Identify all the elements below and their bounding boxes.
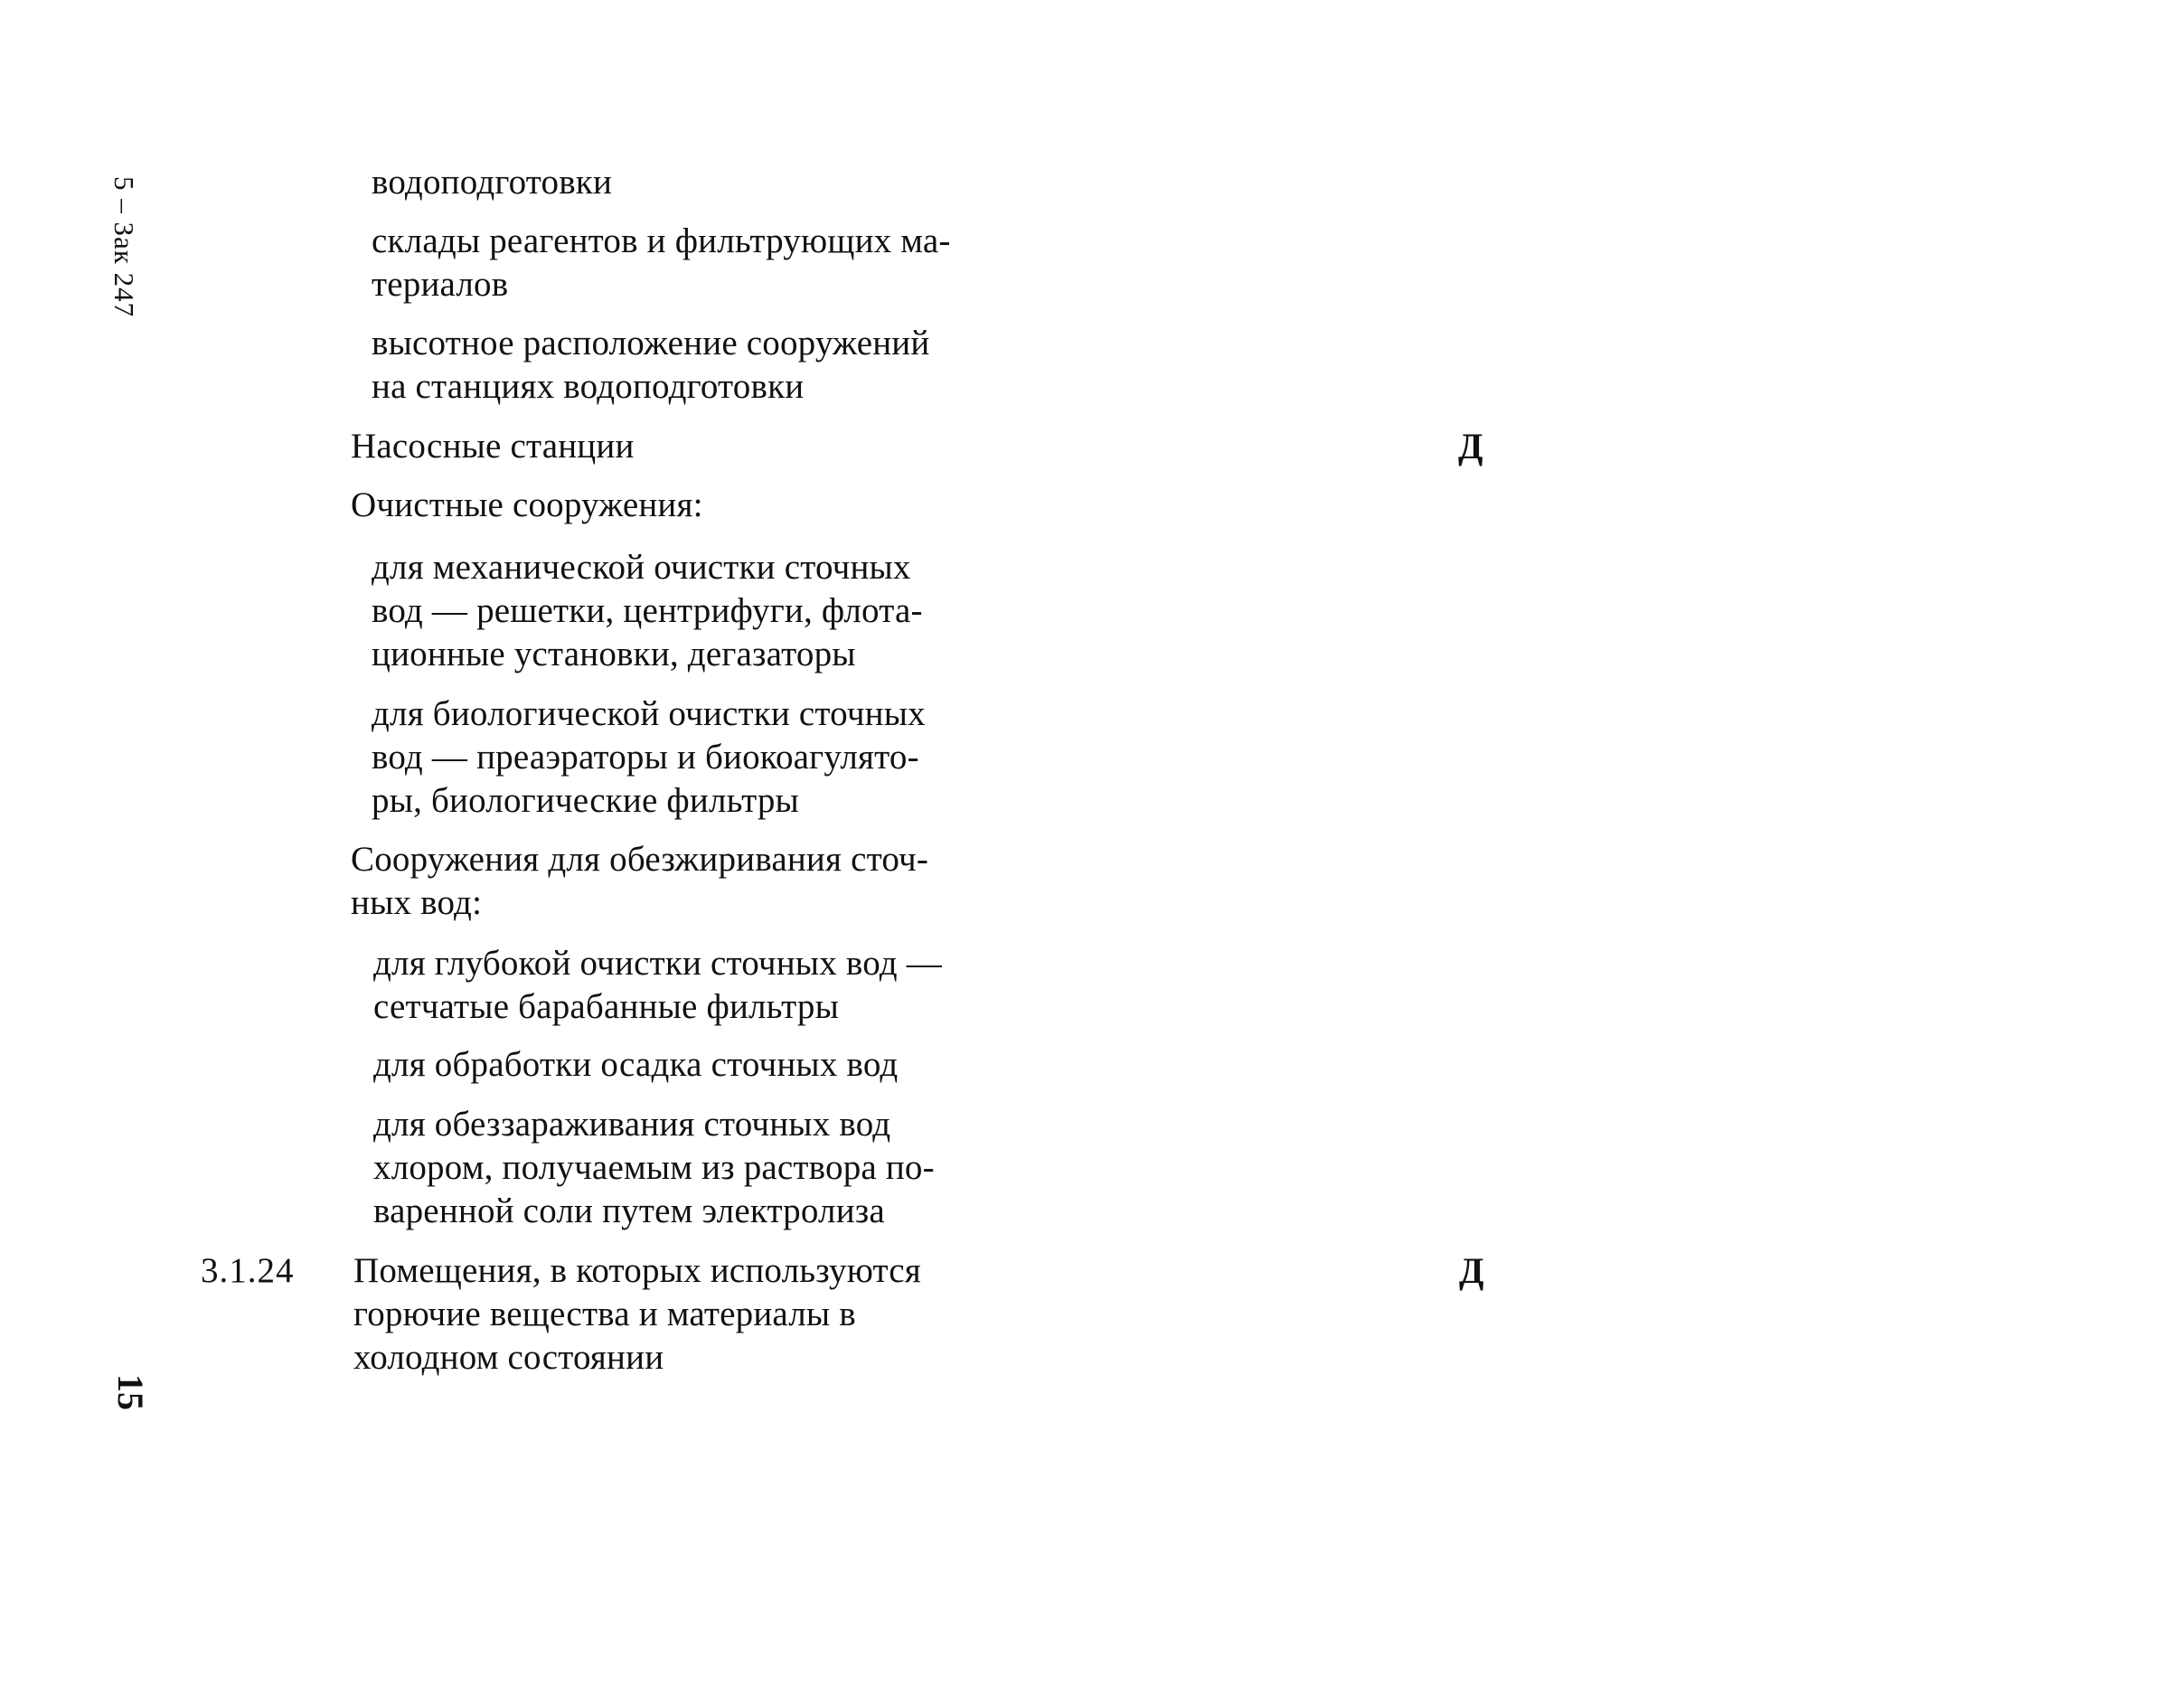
text-line: для глубокой очистки сточных вод — [373,944,942,983]
text-line: для механической очистки сточных [372,548,911,587]
text-line: ры, биологические фильтры [372,781,799,820]
text-line: ционные установки, дегазаторы [372,635,856,673]
text-line: ных вод: [351,883,483,922]
text-line: горючие вещества и материалы в [353,1295,856,1333]
text-line: холодном состоянии [353,1338,664,1377]
text-line: вод — преаэраторы и биокоагулято- [372,738,919,777]
page-number: 15 [110,1374,151,1410]
text-line: водоподготовки [372,163,613,202]
text-line: для обработки осадка сточных вод [373,1045,899,1084]
text-line: Насосные станции [351,427,635,466]
text-line: для биологической очистки сточных [372,694,926,733]
margin-note: 5 – Зак 247 [108,176,140,318]
text-line: для обеззараживания сточных вод [373,1105,891,1144]
text-line: териалов [372,265,509,304]
text-line: вод — решетки, центрифуги, флота- [372,591,923,630]
item-code: 3.1.24 [201,1251,295,1290]
text-line: хлором, получаемым из раствора по- [373,1148,935,1187]
text-line: Сооружения для обезжиривания сточ- [351,840,929,879]
text-line: на станциях водоподготовки [372,367,805,406]
text-line: склады реагентов и фильтрующих ма- [372,221,951,260]
text-line: Помещения, в которых используются [353,1251,921,1290]
text-line: сетчатые барабанные фильтры [373,987,840,1026]
text-line: высотное расположение сооружений [372,324,930,363]
text-line: Очистные сооружения: [351,485,703,524]
category-label: Д [1459,1250,1484,1291]
category-label: Д [1458,426,1483,466]
text-line: варенной соли путем электролиза [373,1192,885,1230]
